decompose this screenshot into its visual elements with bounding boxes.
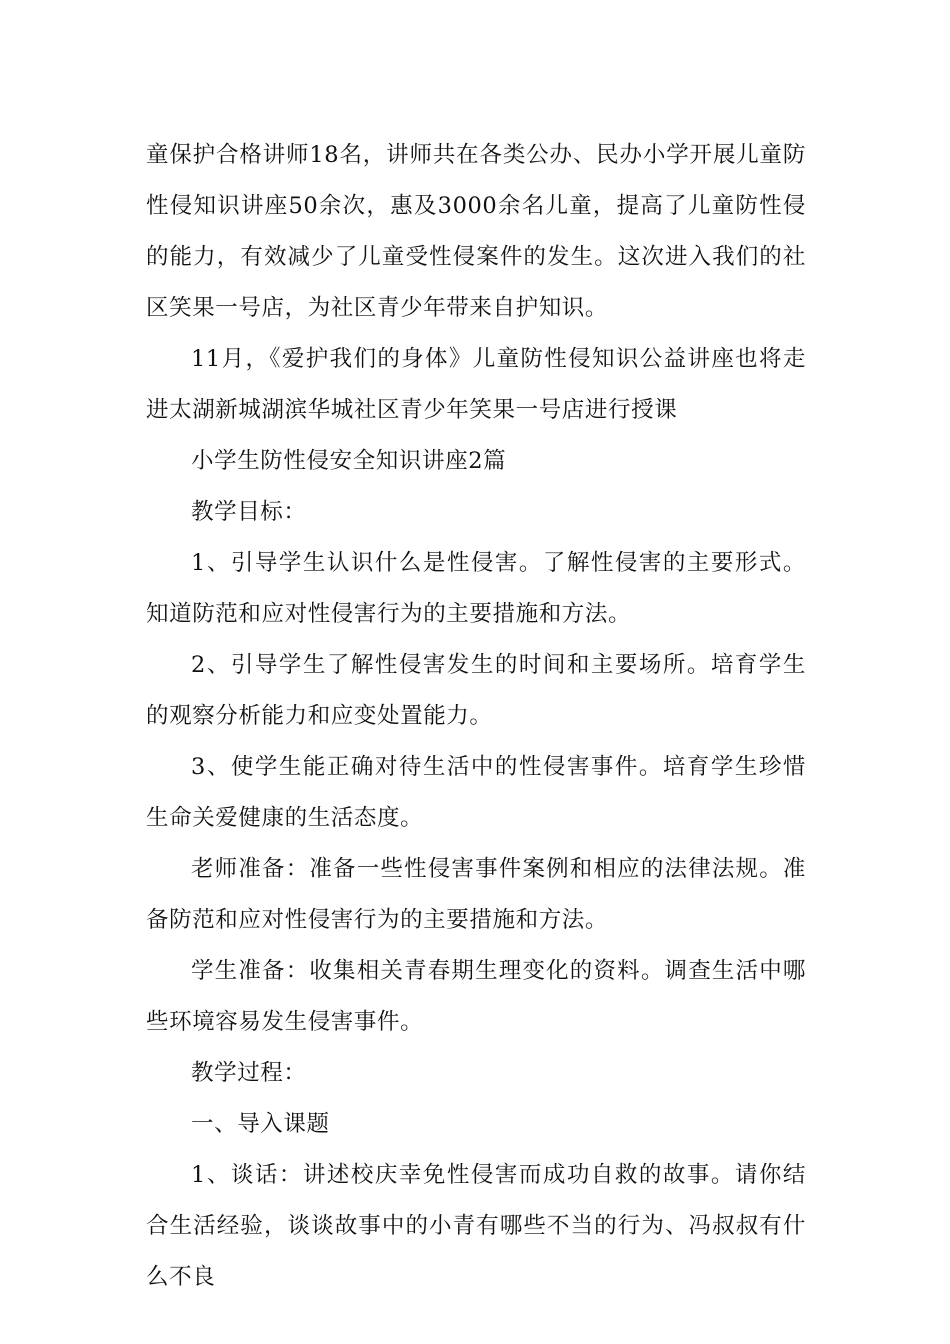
- paragraph-discussion: 1、谈话：讲述校庆幸免性侵害而成功自救的故事。请你结合生活经验，谈谈故事中的小青有哪些不当的行为、冯叔叔有什么不良: [146, 1162, 806, 1290]
- section-heading-title: 小学生防性侵安全知识讲座2篇: [191, 448, 507, 474]
- section-heading-goals: 教学目标：: [191, 499, 307, 525]
- goal-item-3: 3、使学生能正确对待生活中的性侵害事件。培育学生珍惜生命关爱健康的生活态度。: [146, 754, 806, 831]
- goal-item-1: 1、引导学生认识什么是性侵害。了解性侵害的主要形式。知道防范和应对性侵害行为的主要措施和方法。: [146, 550, 806, 627]
- goal-item-2: 2、引导学生了解性侵害发生的时间和主要场所。培育学生的观察分析能力和应变处置能力。: [146, 652, 806, 729]
- subsection-heading-intro: 一、导入课题: [191, 1111, 330, 1137]
- document-body: [146, 130, 806, 1303]
- paragraph-teacher-preparation: 老师准备：准备一些性侵害事件案例和相应的法律法规。准备防范和应对性侵害行为的主要措施和方法。: [146, 856, 806, 933]
- paragraph-lecture-announcement: 11月，《爱护我们的身体》儿童防性侵知识公益讲座也将走进太湖新城湖滨华城社区青少年笑果一号店进行授课: [146, 346, 806, 423]
- section-heading-process: 教学过程：: [191, 1060, 307, 1086]
- paragraph-continuation: 童保护合格讲师18名，讲师共在各类公办、民办小学开展儿童防性侵知识讲座50余次，惠及3000余名儿童，提高了儿童防性侵的能力，有效减少了儿童受性侵案件的发生。这次进入我们的社区笑果一号店，为社区青少年带来自护知识。: [146, 142, 806, 321]
- paragraph-student-preparation: 学生准备：收集相关青春期生理变化的资料。调查生活中哪些环境容易发生侵害事件。: [146, 958, 806, 1035]
